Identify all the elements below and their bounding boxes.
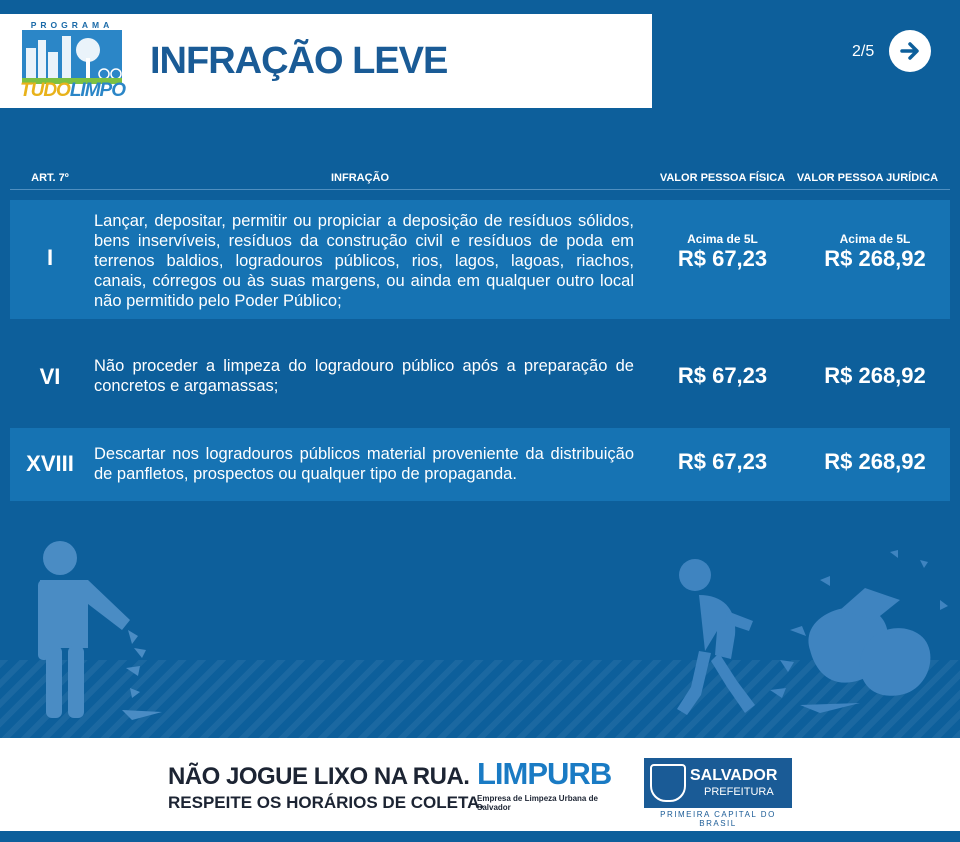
header-divider	[10, 189, 950, 190]
page-title: INFRAÇÃO LEVE	[150, 40, 448, 82]
price: R$ 268,92	[824, 246, 926, 271]
value-pessoa-fisica	[650, 363, 795, 389]
trash-bags-icon	[770, 540, 955, 720]
value-pessoa-juridica	[800, 232, 950, 272]
value-pessoa-juridica	[800, 363, 950, 389]
price: R$ 67,23	[677, 449, 768, 474]
column-header-pessoa-fisica: VALOR PESSOA FÍSICA	[659, 172, 786, 184]
logo-city-scene	[22, 30, 122, 84]
price: R$ 67,23	[677, 246, 768, 271]
person-littering-icon	[30, 538, 180, 728]
logo-wordmark: TUDOLIMPO	[20, 80, 125, 101]
article-number: I	[46, 245, 54, 270]
infraction-text: Descartar nos logradouros públicos material proveniente da distribuição de panfletos, prospectos ou qualquer tipo de propaganda.	[94, 445, 634, 483]
infraction-text: Lançar, depositar, permitir ou propiciar a deposição de resíduos sólidos, bens inservíveis, resíduos da construção civil e resíduos de poda em terrenos baldios, logradouros públicos, rios, lagos, lagoas, riachos, canais, córregos ou às suas margens, ou ainda em qualquer outro local não permitido pelo Poder Público;	[94, 212, 634, 310]
slogan-line-1: NÃO JOGUE LIXO NA RUA.	[168, 763, 470, 790]
salvador-prefeitura: PREFEITURA	[704, 786, 774, 798]
slogan-line-2: RESPEITE OS HORÁRIOS DE COLETA.	[168, 793, 485, 812]
column-header-infracao: INFRAÇÃO	[330, 172, 390, 184]
footer	[0, 738, 960, 831]
salvador-name: SALVADOR	[690, 767, 778, 784]
next-page-button[interactable]	[889, 30, 931, 72]
price: R$ 268,92	[824, 449, 926, 474]
table-row	[10, 428, 950, 501]
volume-note: Acima de 5L	[687, 232, 758, 246]
value-pessoa-fisica	[650, 232, 795, 272]
limpurb-subtitle: Empresa de Limpeza Urbana de Salvador	[477, 794, 598, 812]
price: R$ 67,23	[677, 363, 768, 388]
salvador-caption: PRIMEIRA CAPITAL DO BRASIL	[660, 810, 776, 828]
person-walking-icon	[675, 555, 765, 720]
salvador-logo	[644, 758, 792, 808]
column-header-art: ART. 7º	[31, 172, 69, 184]
value-pessoa-fisica	[650, 449, 795, 475]
arrow-right-icon	[898, 39, 922, 63]
footer-bottom-bar	[0, 831, 960, 842]
table-row	[10, 338, 950, 416]
article-number: XVIII	[26, 451, 74, 476]
column-header-pessoa-juridica: VALOR PESSOA JURÍDICA	[796, 172, 939, 184]
tudo-limpo-logo	[20, 20, 124, 100]
table-row	[10, 200, 950, 319]
logo-program-label: PROGRAMA	[30, 20, 114, 30]
volume-note: Acima de 5L	[839, 232, 911, 246]
limpurb-logo: LIMPURB	[477, 756, 612, 791]
page-counter: 2/5	[852, 43, 875, 60]
value-pessoa-juridica	[800, 449, 950, 475]
article-number: VI	[39, 364, 61, 389]
city-emblem-icon	[650, 764, 686, 802]
price: R$ 268,92	[824, 363, 926, 388]
infraction-text: Não proceder a limpeza do logradouro público após a preparação de concretos e argamassas;	[94, 357, 634, 395]
